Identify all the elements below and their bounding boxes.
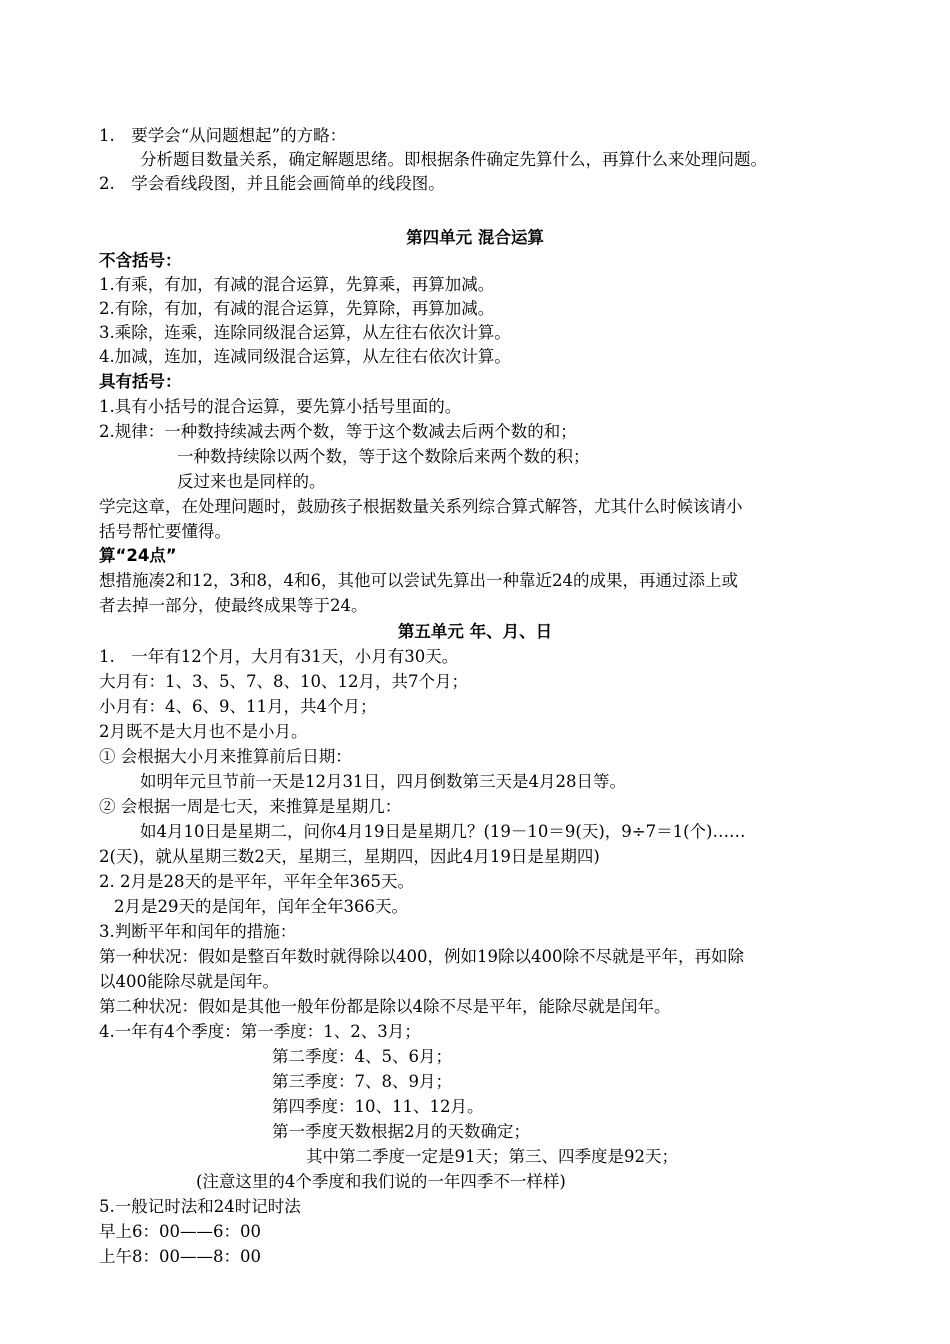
text-line: 大月有：1、3、5、7、8、10、12月，共7个月；: [99, 672, 468, 691]
text-line: 1.有乘，有加，有减的混合运算，先算乘，再算加减。: [99, 275, 495, 294]
text-line: 2月既不是大月也不是小月。: [99, 722, 308, 741]
text-line: ② 会根据一周是七天，来推算是星期几：: [99, 797, 402, 816]
text-line: (注意这里的4个季度和我们说的一年四季不一样样): [196, 1172, 566, 1191]
text-line: 1. 要学会“从问题想起”的方略：: [99, 126, 347, 145]
subheading: 不含括号：: [99, 251, 182, 270]
text-line: 分析题目数量关系，确定解题思绪。即根据条件确定先算什么，再算什么来处理问题。: [140, 150, 767, 169]
text-line: 5.一般记时法和24时记时法: [99, 1197, 301, 1216]
text-line: 4.加减，连加，连减同级混合运算，从左往右依次计算。: [99, 347, 511, 366]
text-line: 第一季度天数根据2月的天数确定；: [272, 1122, 530, 1141]
text-line: 4.一年有4个季度：第一季度：1、2、3月；: [99, 1022, 421, 1041]
text-line: 3.乘除，连乘，连除同级混合运算，从左往右依次计算。: [99, 323, 511, 342]
text-line: 2.规律：一种数持续减去两个数，等于这个数减去后两个数的和；: [99, 422, 577, 441]
text-line: 1.具有小括号的混合运算，要先算小括号里面的。: [99, 397, 462, 416]
text-line: 1. 一年有12个月，大月有31天，小月有30天。: [99, 647, 459, 666]
text-line: 2. 学会看线段图，并且能会画简单的线段图。: [99, 174, 445, 193]
section-heading: 第五单元 年、月、日: [397, 622, 553, 641]
text-line: 学完这章，在处理问题时，鼓励孩子根据数量关系列综合算式解答，尤其什么时候该请小: [99, 497, 743, 516]
text-line: 反过来也是同样的。: [177, 472, 326, 491]
text-line: 第三季度：7、8、9月；: [272, 1072, 452, 1091]
text-line: 一种数持续除以两个数，等于这个数除后来两个数的积；: [177, 447, 590, 466]
text-line: 以400能除尽就是闰年。: [99, 972, 279, 991]
text-line: 括号帮忙要懂得。: [99, 522, 231, 541]
text-line: 2. 2月是28天的是平年，平年全年365天。: [99, 872, 414, 891]
text-line: 其中第二季度一定是91天；第三、四季度是92天；: [306, 1147, 678, 1166]
text-line: 2(天)，就从星期三数2天，星期三，星期四，因此4月19日是星期四): [99, 847, 600, 866]
text-line: 者去掉一部分，使最终成果等于24。: [99, 596, 368, 615]
text-line: 第二种状况：假如是其他一般年份都是除以4除不尽是平年，能除尽就是闰年。: [99, 997, 671, 1016]
subheading: 算“24点”: [99, 546, 177, 565]
text-line: 上午8：00——8：00: [99, 1247, 261, 1266]
text-line: 如4月10日是星期二，问你4月19日是星期几？(19－10＝9(天)，9÷7＝1(个)……: [140, 822, 746, 841]
text-line: 如明年元旦节前一天是12月31日，四月倒数第三天是4月28日等。: [140, 772, 626, 791]
text-line: 想措施凑2和12，3和8，4和6，其他可以尝试先算出一种靠近24的成果，再通过添上或: [99, 571, 738, 590]
text-line: 第二季度：4、5、6月；: [272, 1047, 452, 1066]
text-line: 2.有除，有加，有减的混合运算，先算除，再算加减。: [99, 299, 495, 318]
text-line: 早上6：00——6：00: [99, 1222, 261, 1241]
text-line: 小月有：4、6、9、11月，共4个月；: [99, 697, 377, 716]
text-line: 第一种状况：假如是整百年数时就得除以400，例如19除以400除不尽就是平年，再如除: [99, 947, 744, 966]
text-line: 第四季度：10、11、12月。: [272, 1097, 484, 1116]
subheading: 具有括号：: [99, 372, 182, 391]
text-line: ① 会根据大小月来推算前后日期：: [99, 747, 352, 766]
section-heading: 第四单元 混合运算: [406, 228, 544, 247]
text-line: 2月是29天的是闰年，闰年全年366天。: [114, 897, 408, 916]
text-line: 3.判断平年和闰年的措施：: [99, 922, 297, 941]
